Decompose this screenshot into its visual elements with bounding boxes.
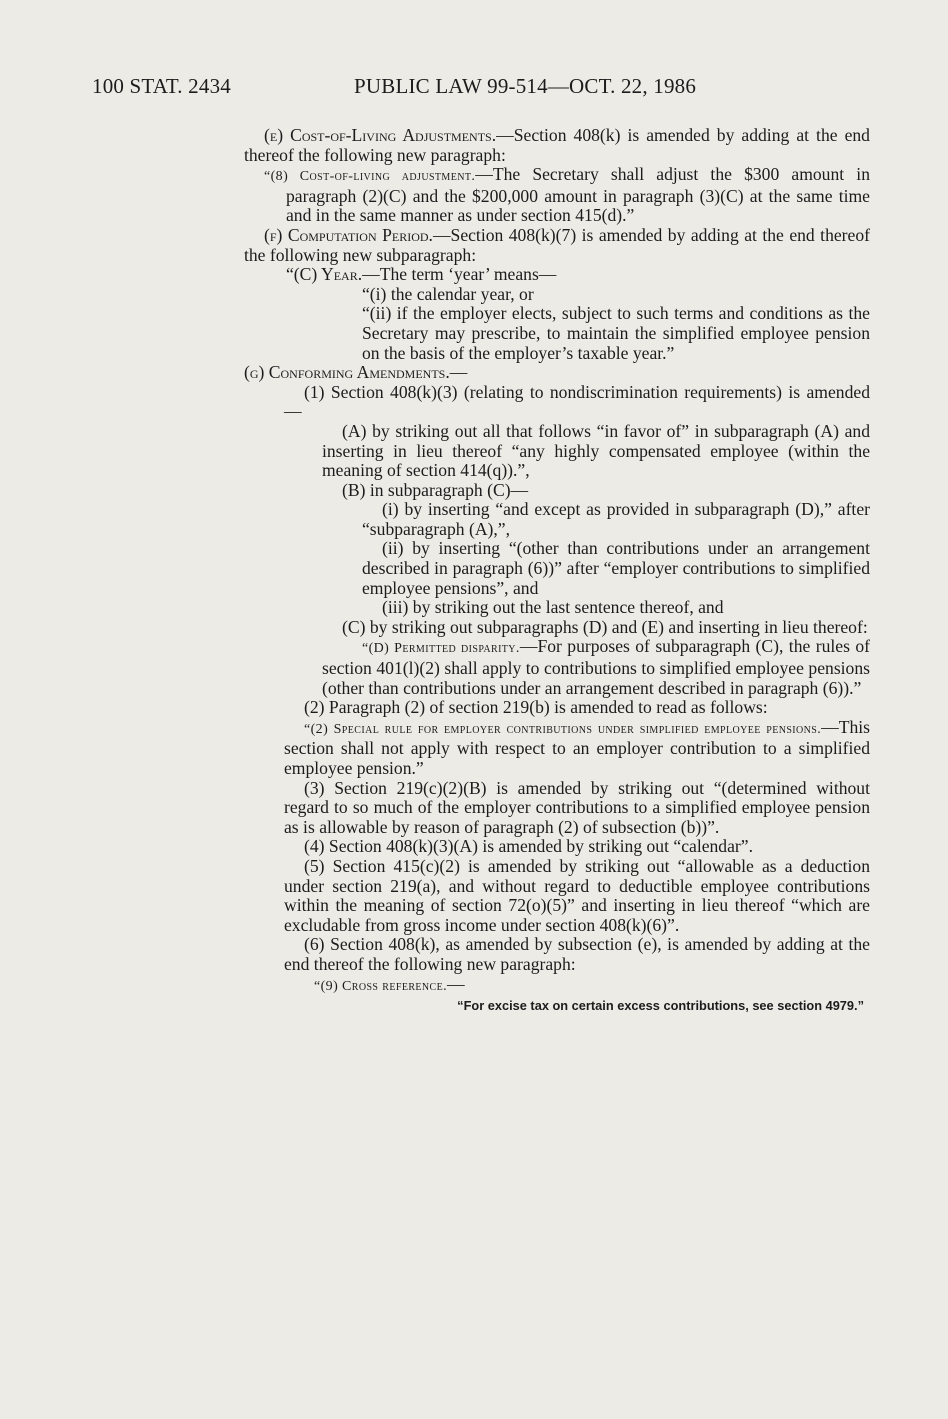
paragraph-g-1-a — [244, 422, 870, 481]
paragraph-g-1-b-iii — [244, 598, 870, 618]
text-e: —Section 408(k) is amended by adding at the end thereof the following new paragraph: — [244, 125, 870, 165]
text-g-1: (1) Section 408(k)(3) (relating to nondiscrimination requirements) is amended— — [284, 381, 870, 422]
paragraph-g-1-b-i — [244, 500, 870, 539]
text-f-c-ii: “(ii) if the employer elects, subject to such terms and conditions as the Secretary may prescribe, to maintain the simplified employee pension on the basis of the employer’s taxable year.” — [362, 303, 870, 363]
text-g-4: (4) Section 408(k)(3)(A) is amended by striking out “calendar”. — [304, 836, 753, 857]
paragraph-e — [244, 126, 870, 165]
paragraph-g-4 — [244, 837, 870, 857]
paragraph-g-1 — [244, 383, 870, 422]
heading-f: (f) Computation Period. — [264, 224, 433, 245]
paragraph-g-1-c — [244, 618, 870, 638]
paragraph-g — [244, 363, 870, 383]
text-g-1-b: (B) in subparagraph (C)— — [342, 479, 529, 500]
paragraph-f — [244, 226, 870, 265]
text-g-1-b-ii: (ii) by inserting “(other than contributions under an arrangement described in paragraph (6))” after “employer contributions to simplified employee pensions”, and — [362, 538, 870, 598]
paragraph-g-2 — [244, 698, 870, 718]
heading-e-8: “(8) Cost-of-living adjustment. — [264, 169, 476, 185]
heading-g-2-quote: “(2) Special rule for employer contributions under simplified employee pensions. — [304, 721, 822, 737]
paragraph-f-c-ii — [244, 304, 870, 363]
text-f-c-i: “(i) the calendar year, or — [362, 283, 534, 304]
text-g-1-d: —For purposes of subparagraph (C), the rules of section 401(l)(2) shall apply to contributions to simplified employee pensions (other than contributions under an arrangement described in paragraph (6)).” — [322, 636, 870, 698]
cross-reference-note: “For excise tax on certain excess contributions, see section 4979.” — [457, 998, 864, 1014]
statute-reference: 100 STAT. 2434 — [92, 74, 231, 98]
paragraph-g-2-quote — [244, 718, 870, 779]
text-g-3: (3) Section 219(c)(2)(B) is amended by striking out “(determined without regard to so much of the employer contributions to a simplified employee pension as is allowable by reason of paragraph (2) of subsection (b))”. — [284, 777, 870, 837]
text-e-8: —The Secretary shall adjust the $300 amount in paragraph (2)(C) and the $200,000 amount in paragraph (3)(C) at the same time and in the same manner as under section 415(d).” — [286, 164, 870, 226]
text-g: — — [449, 362, 468, 383]
paragraph-g-1-b-ii — [244, 539, 870, 598]
paragraph-g-5 — [244, 857, 870, 935]
heading-f-c: “(C) Year. — [286, 264, 363, 285]
text-g-2: (2) Paragraph (2) of section 219(b) is amended to read as follows: — [304, 697, 768, 718]
paragraph-g-6-9 — [244, 975, 870, 997]
text-g-5: (5) Section 415(c)(2) is amended by striking out “allowable as a deduction under section 219(a), and without regard to deductible employee contributions within the meaning of section 72(o)(5)” and inserting in lieu thereof “which are excludable from gross income under section 408(k)(6)”. — [284, 855, 870, 935]
paragraph-f-c-i — [244, 285, 870, 305]
paragraph-g-1-d — [244, 637, 870, 698]
heading-g-1-d: “(D) Permitted disparity. — [362, 641, 520, 657]
paragraph-e-8 — [244, 165, 870, 226]
text-g-1-c: (C) by striking out subparagraphs (D) and (E) and inserting in lieu thereof: — [342, 616, 868, 637]
public-law-reference: PUBLIC LAW 99-514—OCT. 22, 1986 — [354, 74, 697, 98]
text-f-c: —The term ‘year’ means— — [362, 264, 557, 285]
text-g-1-b-i: (i) by inserting “and except as provided in subparagraph (D),” after “subparagraph (A),”, — [362, 499, 870, 539]
heading-g-6-9: “(9) Cross reference. — [314, 978, 448, 994]
text-g-6-9: — — [447, 973, 465, 994]
text-g-1-b-iii: (iii) by striking out the last sentence thereof, and — [382, 597, 724, 618]
heading-g: (g) Conforming Amendments. — [244, 362, 450, 383]
text-g-2-quote: —This section shall not apply with respect to an employer contribution to a simplified employee pension.” — [284, 716, 870, 778]
paragraph-f-c — [244, 265, 870, 285]
paragraph-g-6 — [244, 935, 870, 974]
paragraph-g-1-b — [244, 481, 870, 501]
text-g-6: (6) Section 408(k), as amended by subsection (e), is amended by adding at the end thereof the following new paragraph: — [284, 934, 870, 974]
text-g-1-a: (A) by striking out all that follows “in favor of” in subparagraph (A) and inserting in lieu thereof “any highly compensated employee (within the meaning of section 414(q)).”, — [322, 420, 870, 481]
heading-e: (e) Cost-of-Living Adjustments. — [264, 125, 497, 145]
paragraph-g-3 — [244, 779, 870, 838]
body-text — [244, 126, 870, 1016]
text-f: —Section 408(k)(7) is amended by adding at the end thereof the following new subparagraph: — [244, 224, 870, 265]
